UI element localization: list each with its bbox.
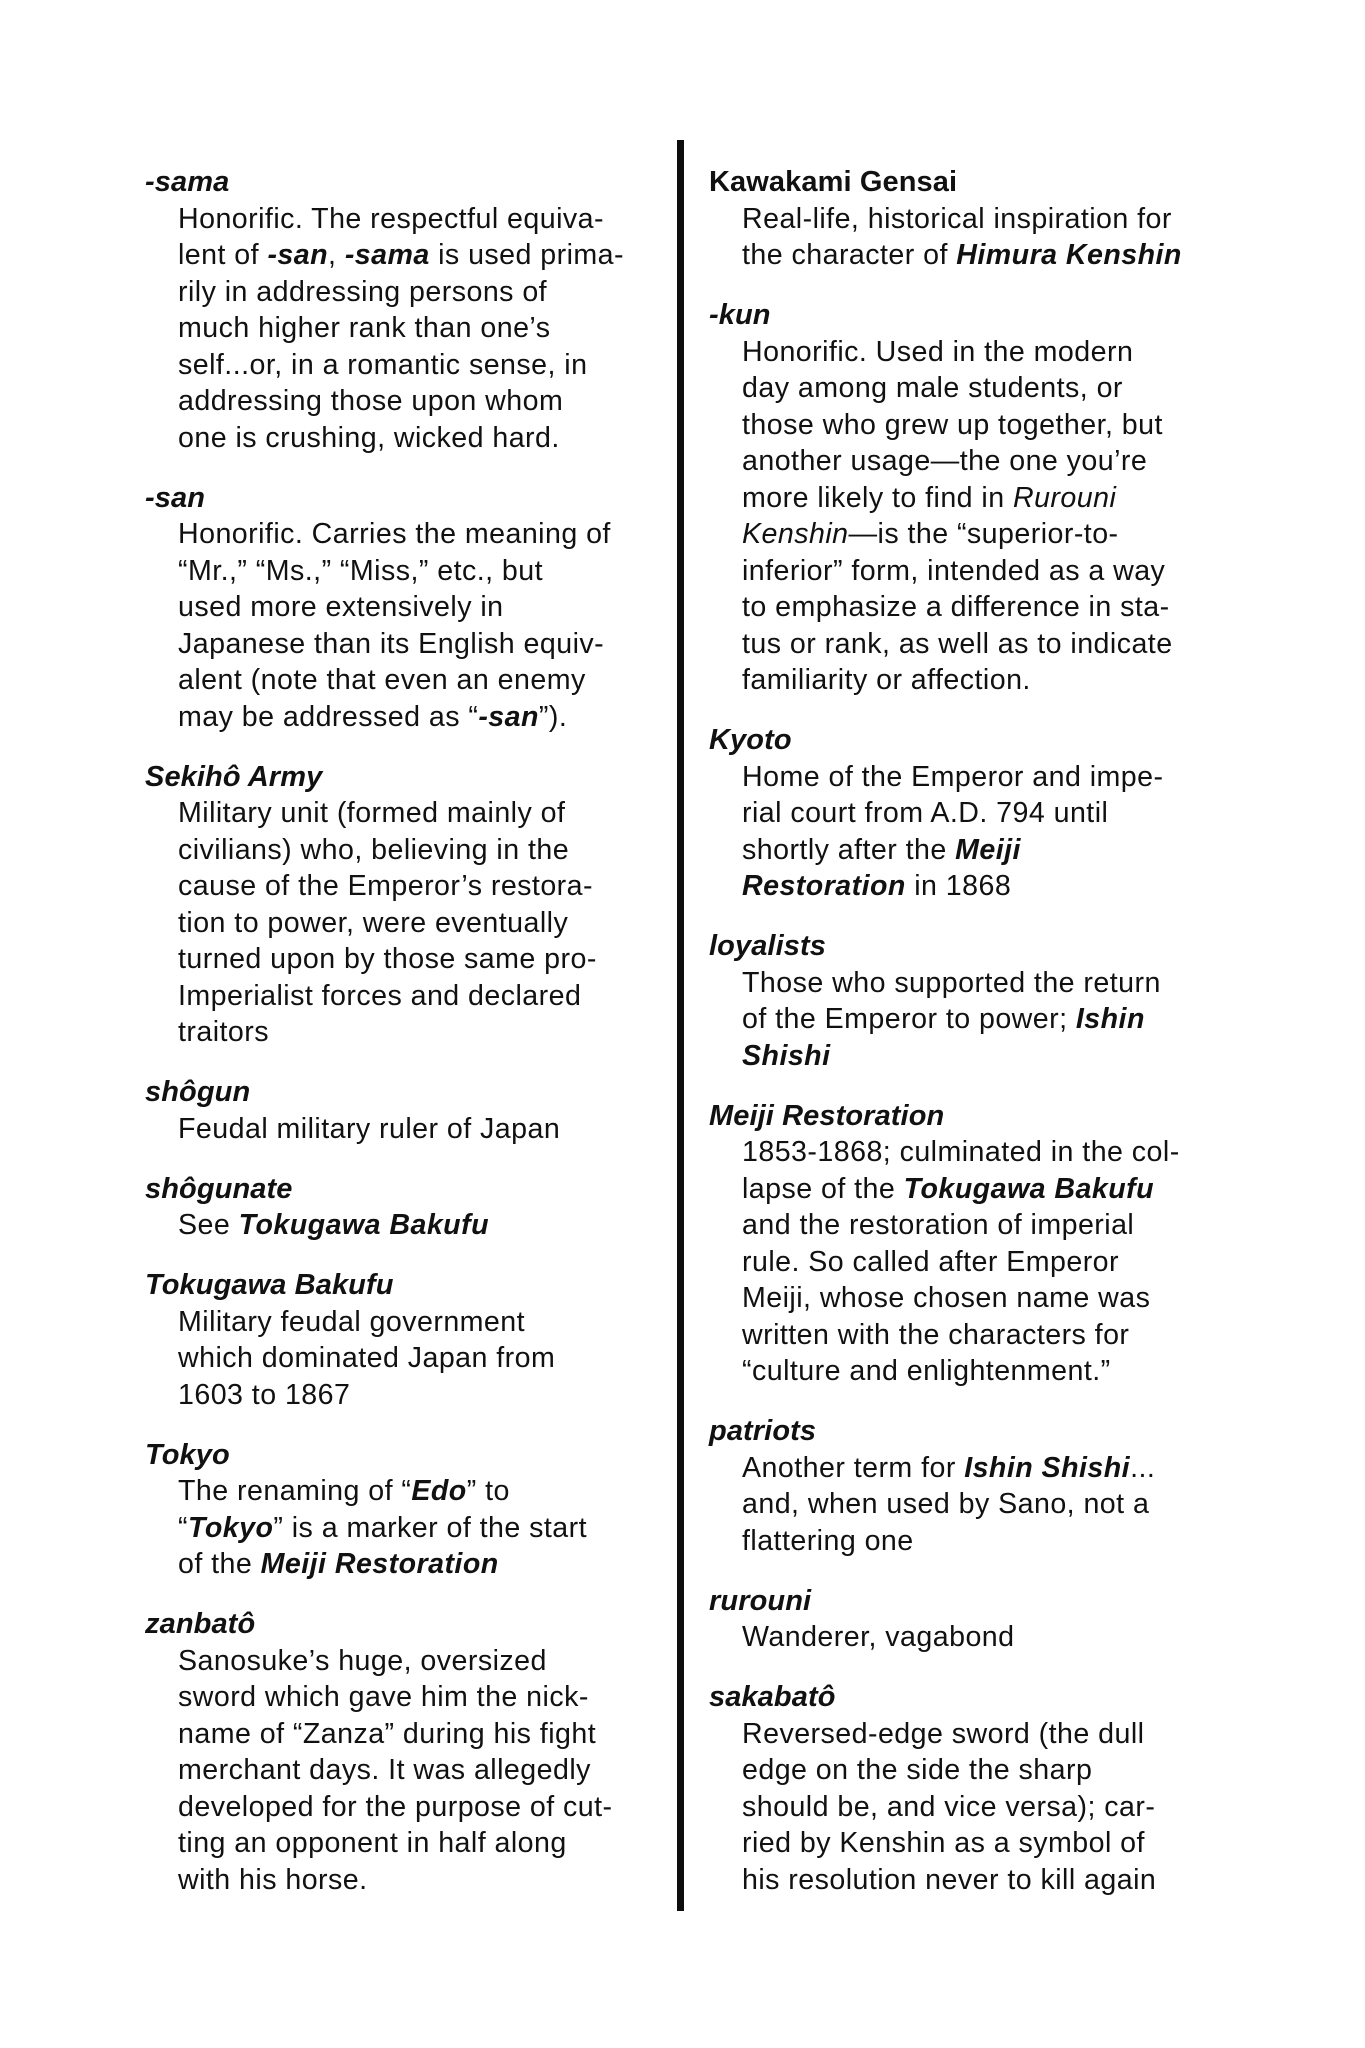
definition-text: with his horse. — [178, 1863, 368, 1896]
definition-line — [178, 1546, 665, 1583]
column-divider — [677, 140, 684, 1911]
definition-line — [742, 334, 1309, 371]
definition-text: ” to — [466, 1475, 510, 1507]
emphasized-term: Tokugawa Bakufu — [903, 1172, 1154, 1205]
definition-line — [178, 1510, 665, 1547]
definition-text: Honorific. Carries the meaning of — [178, 518, 611, 550]
definition-text: turned upon by those same pro- — [178, 943, 597, 975]
definition-text: ried by Kenshin as a symbol of — [742, 1827, 1145, 1859]
definition-line — [178, 1304, 665, 1341]
glossary-entry — [709, 1679, 1309, 1898]
definition-text: is used prima- — [429, 239, 624, 271]
definition-text: tus or rank, as well as to indicate — [742, 627, 1173, 660]
definition-line — [742, 1001, 1309, 1038]
definition-line — [742, 1038, 1309, 1075]
definition-text: his resolution never to kill again — [742, 1863, 1157, 1896]
glossary-term: shôgunate — [145, 1172, 293, 1205]
definition-line — [178, 1207, 665, 1244]
definition-text: merchant days. It was allegedly — [178, 1754, 591, 1786]
definition-text: developed for the purpose of cut- — [178, 1790, 613, 1823]
definition-text: Honorific. The respectful equiva- — [178, 202, 604, 235]
definition-line — [742, 1244, 1309, 1281]
definition-text: sword which gave him the nick- — [178, 1681, 589, 1713]
definition-line — [742, 1134, 1309, 1171]
definition-line — [742, 1789, 1309, 1826]
emphasized-term: Edo — [411, 1475, 467, 1507]
emphasized-term: Restoration — [742, 870, 906, 902]
glossary-entry — [145, 1171, 665, 1244]
definition-text: Wanderer, vagabond — [742, 1621, 1015, 1653]
italic-title: Kenshin — [742, 518, 849, 550]
definition-line — [178, 310, 665, 347]
glossary-definition — [145, 795, 665, 1051]
definition-text: should be, and vice versa); car- — [742, 1790, 1156, 1823]
definition-line — [742, 237, 1309, 274]
definition-line — [742, 662, 1309, 699]
glossary-entry — [145, 480, 665, 736]
glossary-entry — [709, 297, 1309, 699]
glossary-entry — [145, 1437, 665, 1583]
definition-text: civilians) who, believing in the — [178, 833, 570, 866]
definition-line — [742, 759, 1309, 796]
definition-text: name of “Zanza” during his fight — [178, 1717, 597, 1750]
definition-text: inferior” form, intended as a way — [742, 554, 1166, 587]
emphasized-term: -san — [267, 239, 329, 271]
emphasized-term: Ishin Shishi — [964, 1451, 1131, 1484]
definition-line — [742, 868, 1309, 905]
definition-text: ting an opponent in half along — [178, 1827, 567, 1859]
definition-text: Sanosuke’s huge, oversized — [178, 1644, 547, 1677]
glossary-term: zanbatô — [145, 1608, 256, 1640]
glossary-term: Sekihô Army — [145, 760, 323, 793]
definition-text: written with the characters for — [742, 1318, 1130, 1351]
definition-line — [178, 699, 665, 736]
glossary-entry — [145, 1074, 665, 1147]
emphasized-term: -sama — [344, 239, 430, 271]
glossary-entry — [709, 722, 1309, 905]
definition-text: and the restoration of imperial — [742, 1209, 1135, 1241]
glossary-term: loyalists — [709, 930, 826, 962]
glossary-definition — [145, 1643, 665, 1899]
definition-line — [742, 516, 1309, 553]
definition-line — [178, 832, 665, 869]
definition-line — [742, 370, 1309, 407]
glossary-entry — [709, 1098, 1309, 1390]
definition-text: used more extensively in — [178, 591, 504, 623]
definition-text: of the — [178, 1548, 261, 1580]
definition-line — [742, 443, 1309, 480]
definition-text: those who grew up together, but — [742, 408, 1163, 441]
glossary-term: rurouni — [709, 1584, 812, 1617]
definition-line — [742, 1862, 1309, 1899]
definition-text: Reversed-edge sword (the dull — [742, 1717, 1145, 1750]
emphasized-term: Meiji Restoration — [260, 1548, 499, 1580]
glossary-entry — [145, 164, 665, 456]
glossary-entry — [145, 759, 665, 1051]
glossary-definition — [145, 1207, 665, 1244]
glossary-column-right — [709, 164, 1309, 1922]
definition-line — [742, 1752, 1309, 1789]
definition-line — [178, 978, 665, 1015]
definition-text: 1603 to 1867 — [178, 1378, 351, 1411]
definition-text: of the Emperor to power; — [742, 1003, 1076, 1035]
definition-text: Imperialist forces and declared — [178, 979, 582, 1012]
definition-text: in 1868 — [905, 870, 1012, 902]
glossary-term: Kawakami Gensai — [709, 166, 958, 198]
definition-text: rule. So called after Emperor — [742, 1245, 1119, 1278]
definition-line — [742, 201, 1309, 238]
definition-text: rily in addressing persons of — [178, 275, 548, 308]
definition-text: more likely to find in — [742, 481, 1013, 514]
definition-text: “culture and enlightenment.” — [742, 1355, 1111, 1387]
definition-text: ... — [1130, 1451, 1156, 1484]
definition-text: Military feudal government — [178, 1305, 526, 1338]
definition-line — [178, 1643, 665, 1680]
definition-line — [742, 965, 1309, 1002]
definition-line — [742, 795, 1309, 832]
definition-text: See — [178, 1209, 239, 1241]
emphasized-term: Meiji — [955, 833, 1021, 866]
definition-line — [178, 626, 665, 663]
definition-line — [742, 407, 1309, 444]
glossary-term: Meiji Restoration — [709, 1099, 945, 1132]
definition-text: The renaming of “ — [178, 1475, 412, 1507]
definition-text: —is the “superior-to- — [848, 518, 1119, 550]
definition-line — [742, 1171, 1309, 1208]
definition-text: familiarity or affection. — [742, 664, 1031, 696]
definition-line — [178, 795, 665, 832]
definition-line — [178, 383, 665, 420]
glossary-term: Kyoto — [709, 724, 792, 756]
emphasized-term: Himura Kenshin — [956, 239, 1182, 271]
glossary-entry — [709, 928, 1309, 1074]
definition-line — [178, 1752, 665, 1789]
definition-text: which dominated Japan from — [178, 1342, 556, 1374]
definition-text: 1853-1868; culminated in the col- — [742, 1136, 1180, 1168]
glossary-definition — [145, 201, 665, 457]
definition-line — [742, 1619, 1309, 1656]
definition-text: flattering one — [742, 1524, 914, 1557]
definition-line — [178, 1789, 665, 1826]
definition-text: Meiji, whose chosen name was — [742, 1282, 1151, 1314]
glossary-term: -san — [145, 481, 206, 514]
glossary-entry — [145, 1606, 665, 1898]
definition-text: Real-life, historical inspiration for — [742, 202, 1172, 235]
definition-text: ”). — [538, 700, 568, 733]
definition-line — [178, 1716, 665, 1753]
definition-line — [178, 662, 665, 699]
definition-text: the character of — [742, 239, 957, 271]
definition-line — [178, 941, 665, 978]
definition-text: ” is a marker of the start — [273, 1511, 588, 1544]
definition-line — [178, 274, 665, 311]
italic-title: Rurouni — [1012, 481, 1117, 514]
definition-line — [742, 1825, 1309, 1862]
definition-text: another usage—the one you’re — [742, 445, 1148, 477]
definition-text: to emphasize a difference in sta- — [742, 591, 1170, 623]
definition-text: Home of the Emperor and impe- — [742, 760, 1164, 793]
glossary-definition — [709, 965, 1309, 1075]
definition-text: self...or, in a romantic sense, in — [178, 348, 588, 381]
glossary-entry — [709, 1583, 1309, 1656]
definition-text: Feudal military ruler of Japan — [178, 1112, 561, 1145]
definition-line — [178, 237, 665, 274]
glossary-definition — [709, 1716, 1309, 1899]
emphasized-term: Shishi — [742, 1039, 831, 1072]
definition-line — [178, 1340, 665, 1377]
glossary-term: patriots — [709, 1415, 817, 1447]
definition-line — [742, 553, 1309, 590]
definition-text: shortly after the — [742, 833, 956, 866]
emphasized-term: -san — [478, 700, 539, 733]
glossary-term: sakabatô — [709, 1681, 836, 1713]
definition-line — [178, 905, 665, 942]
definition-line — [178, 1377, 665, 1414]
definition-line — [178, 1473, 665, 1510]
definition-text: edge on the side the sharp — [742, 1754, 1093, 1786]
definition-line — [742, 1207, 1309, 1244]
definition-line — [178, 868, 665, 905]
glossary-definition — [145, 516, 665, 735]
definition-text: tion to power, were eventually — [178, 906, 569, 939]
glossary-term: shôgun — [145, 1076, 251, 1108]
definition-line — [742, 1716, 1309, 1753]
definition-line — [742, 1280, 1309, 1317]
definition-line — [742, 1450, 1309, 1487]
definition-text: cause of the Emperor’s restora- — [178, 870, 593, 902]
glossary-entry — [145, 1267, 665, 1413]
glossary-column-left — [145, 164, 665, 1922]
glossary-definition — [709, 1450, 1309, 1560]
glossary-definition — [145, 1304, 665, 1414]
definition-line — [178, 589, 665, 626]
definition-line — [178, 347, 665, 384]
glossary-definition — [709, 334, 1309, 699]
definition-text: Military unit (formed mainly of — [178, 797, 566, 829]
definition-text: Those who supported the return — [742, 966, 1161, 999]
emphasized-term: Tokugawa Bakufu — [238, 1209, 489, 1241]
definition-text: alent (note that even an enemy — [178, 664, 586, 696]
glossary-entry — [709, 1413, 1309, 1559]
glossary-definition — [709, 759, 1309, 905]
glossary-entry — [709, 164, 1309, 274]
glossary-definition — [709, 1619, 1309, 1656]
glossary-definition — [709, 201, 1309, 274]
glossary-definition — [145, 1111, 665, 1148]
emphasized-term: Tokyo — [187, 1511, 274, 1544]
definition-line — [742, 1353, 1309, 1390]
definition-text: Another term for — [742, 1451, 965, 1484]
definition-line — [742, 832, 1309, 869]
glossary-term: Tokugawa Bakufu — [145, 1269, 394, 1301]
definition-line — [178, 420, 665, 457]
definition-line — [742, 589, 1309, 626]
definition-text: Honorific. Used in the modern — [742, 335, 1134, 368]
definition-text: addressing those upon whom — [178, 385, 564, 417]
glossary-definition — [709, 1134, 1309, 1390]
definition-text: much higher rank than one’s — [178, 312, 551, 344]
definition-text: one is crushing, wicked hard. — [178, 421, 560, 454]
definition-text: may be addressed as “ — [178, 700, 479, 733]
definition-line — [178, 553, 665, 590]
definition-text: Japanese than its English equiv- — [178, 627, 605, 660]
definition-line — [178, 516, 665, 553]
definition-text: traitors — [178, 1016, 269, 1048]
definition-text: lapse of the — [742, 1172, 904, 1205]
definition-line — [178, 1014, 665, 1051]
definition-text: “ — [178, 1511, 188, 1544]
definition-line — [742, 1486, 1309, 1523]
definition-text: and, when used by Sano, not a — [742, 1488, 1150, 1520]
definition-line — [178, 201, 665, 238]
definition-text: lent of — [178, 239, 268, 271]
definition-line — [178, 1825, 665, 1862]
definition-line — [178, 1111, 665, 1148]
definition-line — [742, 626, 1309, 663]
glossary-definition — [145, 1473, 665, 1583]
definition-line — [742, 1523, 1309, 1560]
definition-text: rial court from A.D. 794 until — [742, 797, 1109, 829]
emphasized-term: Ishin — [1075, 1003, 1145, 1035]
definition-line — [742, 480, 1309, 517]
definition-line — [178, 1679, 665, 1716]
definition-text: “Mr.,” “Ms.,” “Miss,” etc., but — [178, 554, 544, 587]
glossary-term: -sama — [145, 166, 230, 198]
definition-line — [742, 1317, 1309, 1354]
definition-text: , — [328, 239, 345, 271]
definition-text: day among male students, or — [742, 372, 1123, 404]
definition-line — [178, 1862, 665, 1899]
glossary-term: Tokyo — [145, 1438, 230, 1471]
glossary-term: -kun — [709, 299, 771, 331]
